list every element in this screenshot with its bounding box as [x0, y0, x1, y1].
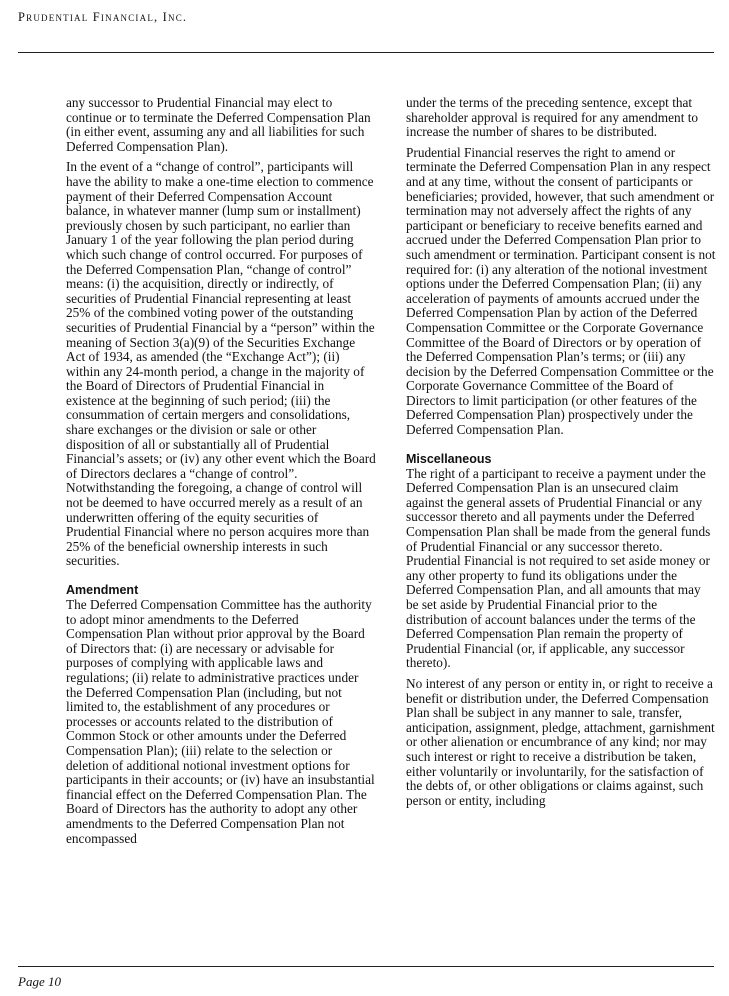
heading-amendment: Amendment: [66, 583, 139, 597]
paragraph-shareholder-approval: under the terms of the preceding sentence, except that shareholder approval is required for any amendment to increase the number of shares to be distributed.: [406, 95, 699, 140]
paragraph-unsecured-claim: The right of a participant to receive a payment under the Deferred Compensation Plan is an unsecured claim against the general assets of Prudential Financial or any successor thereto and all payments under the Deferred Compensation Plan shall be made from the general funds of Prudential Financial or any successor thereto. Prudential Financial is not required to set aside money or any other property to fund its obligations under the Deferred Compensation Plan, and all amounts that may be set aside by Prudential Financial prior to the distribution of account balances under the terms of the Deferred Compensation Plan remain the property of Prudential Financial (or, if applicable, any successor thereto).: [406, 465, 711, 671]
paragraph-successor: any successor to Prudential Financial may elect to continue or to terminate the Deferred Compensation Plan (in either event, assuming any and all liabilities for such Deferred Compensation Plan).: [66, 95, 371, 154]
right-column: [406, 96, 716, 814]
paragraph-change-of-control: In the event of a “change of control”, participants will have the ability to make a one-time election to commence payment of their Deferred Compensation Account balance, in whatever manner (lump sum or installment) previously chosen by such participant, no earlier than January 1 of the year following the plan period during which such change of control occurred. For purposes of the Deferred Compensation Plan, “change of control” means: (i) the acquisition, directly or indirectly, of securities of Prudential Financial representing at least 25% of the combined voting power of the outstanding securities of Prudential Financial by a “person” within the meaning of Section 3(a)(9) of the Securities Exchange Act of 1934, as amended (the “Exchange Act”); (ii) within any 24-month period, a change in the majority of the Board of Directors of Prudential Financial in existence at the beginning of such period; (iii) the consummation of certain mergers and consolidations, share exchanges or the division or sale or other disposition of all or substantially all of Prudential Financial’s assets; or (iv) any other event which the Board of Directors declares a “change of control”. Notwithstanding the foregoing, a change of control will not be deemed to have occurred merely as a result of an underwritten offering of the equity securities of Prudential Financial where no person acquires more than 25% of the beneficial ownership interests in such securities.: [66, 159, 376, 569]
page-number: Page 10: [18, 974, 61, 989]
heading-miscellaneous: Miscellaneous: [406, 451, 492, 466]
paragraph-amendment: The Deferred Compensation Committee has the authority to adopt minor amendments to the Deferred Compensation Plan without prior approval by the Board of Directors that: (i) are necessary or advisable for purposes of complying with applicable laws and regulations; (ii) relate to administrative practices under the Deferred Compensation Plan (including, but not limited to, the establishment of any procedures or processes or accounts related to the distribution of Common Stock or other amounts under the Deferred Compensation Plan); (iii) relate to the selection or deletion of additional notional investment options for participants in their accounts; or (iv) have an insubstantial financial effect on the Deferred Compensation Plan. The Board of Directors has the authority to adopt any other amendments to the Deferred Compensation Plan not encompassed: [66, 597, 375, 846]
paragraph-reserves-right: Prudential Financial reserves the right to amend or terminate the Deferred Compensation Plan in any respect and at any time, without the consent of participants or beneficiaries; provided, however, that such amendment or termination may not adversely affect the rights of any participant or beneficiary to receive benefits earned and accrued under the Deferred Compensation Plan prior to such amendment or termination. Participant consent is not required for: (i) any alteration of the notional investment options under the Deferred Compensation Plan; (ii) any acceleration of payments of amounts accrued under the Deferred Compensation Plan by action of the Deferred Compensation Committee or the Corporate Governance Committee of the Board of Directors or by operation of the Deferred Compensation Plan’s terms; or (iii) any decision by the Deferred Compensation Committee or the Corporate Governance Committee of the Board of Directors to limit participation (or other features of the Deferred Compensation Plan) prospectively under the Deferred Compensation Plan.: [406, 144, 716, 438]
left-column: [66, 96, 376, 852]
header-rule: [18, 52, 714, 53]
footer-rule: [18, 966, 714, 967]
paragraph-no-interest: No interest of any person or entity in, or right to receive a benefit or distribution under, the Deferred Compensation Plan shall be subject in any manner to sale, transfer, anticipation, assignment, pledge, attachment, garnishment or other alienation or encumbrance of any kind; nor may such interest or right to receive a distribution be taken, either voluntarily or involuntarily, for the satisfaction of the debts of, or other obligations or claims against, such person or entity, including: [406, 675, 715, 808]
running-header: Prudential Financial, Inc.: [18, 10, 188, 24]
